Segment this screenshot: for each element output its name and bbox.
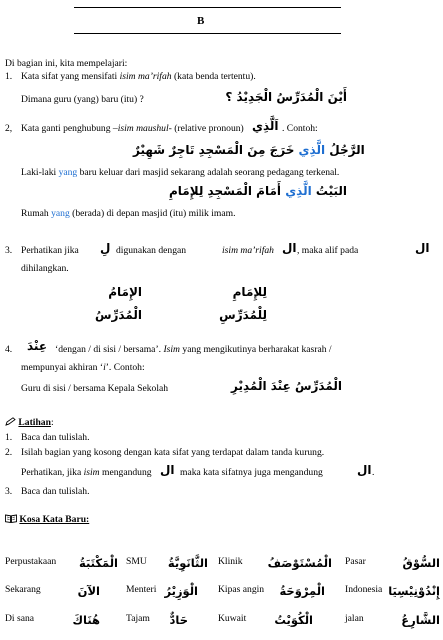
item4-line-2: mempunyai akhiran ‘i’. Contoh: [21,362,145,373]
latihan-item-1-number: 1. [5,432,13,443]
kosakata-heading: Kosa Kata Baru: [5,514,89,525]
latihan-note-al-2: ال [357,463,372,477]
item3-example-left-1: الإِمَامُ [108,285,142,299]
latihan-heading: Latihan: [5,417,54,428]
vocab-arabic: الثَّانَوِيَّةُ [167,556,208,570]
item3-example-right-1: لِلإِمَامِ [232,285,267,299]
vocab-latin: SMU [126,556,147,567]
vocab-latin: Perpustakaan [5,556,57,567]
book-icon [5,514,17,523]
latihan-item-1: Baca dan tulislah. [21,432,90,443]
item3-al-1: ال [282,241,297,255]
vocab-arabic: حَادٌّ [169,613,188,627]
vocab-latin: Sekarang [5,584,41,595]
item3-text-3: , maka alif pada [297,245,359,256]
latihan-item-3: Baca dan tulislah. [21,486,90,497]
latihan-note-al-1: ال [160,463,175,477]
item3-number: 3. [5,245,13,256]
example2-translation: Rumah yang (berada) di depan masjid (itu) milik imam. [21,208,236,219]
vocab-arabic: الْكُوَيْتُ [274,613,313,627]
item1-question-arabic: أَيْنَ الْمُدَرِّسُ الْجَدِيْدُ ؟ [225,90,347,104]
item4-line-1: ‘dengan / di sisi / bersama’. Isim yang mengikutinya berharakat kasrah / [55,344,332,355]
item3-example-left-2: الْمُدَرِّسُ [94,308,142,322]
item4-inda: عِنْدَ [27,339,48,353]
vocab-arabic: الْمِرْوَحَةُ [279,584,325,598]
item2-alladzi: اَلَّذِي [252,119,279,133]
vocab-latin: Tajam [126,613,150,624]
item1-number: 1. [5,71,13,82]
section-title: B [197,15,205,27]
intro-text: Di bagian ini, kita mempelajari: [5,58,128,69]
item3-al-2: ال [415,241,430,255]
item2-number: 2, [5,123,13,134]
vocab-arabic: الشَّارِعُ [401,613,440,627]
vocab-arabic: الآنَ [77,584,100,598]
vocab-latin: jalan [345,613,364,624]
latihan-item-2-number: 2. [5,447,13,458]
item4-example-latin: Guru di sisi / bersama Kepala Sekolah [21,383,169,394]
item3-example-right-2: لِلْمُدَرِّسِ [219,308,267,322]
item4-example-arabic: الْمُدَرِّسُ عِنْدَ الْمُدِيْرِ [231,379,343,393]
item1-question: Dimana guru (yang) baru (itu) ? [21,94,144,105]
item3-text-1: Perhatikan jika [21,245,79,256]
item2-contoh: . Contoh: [282,123,318,134]
item3-lam: لِ [100,241,111,255]
vocab-latin: Kipas angin [218,584,265,595]
vocab-arabic: السُّوْقُ [402,556,440,570]
top-rule [74,7,341,8]
vocab-arabic: الْمَكْتَبَةُ [78,556,118,570]
latihan-note-text: maka kata sifatnya juga mengandung [180,467,323,478]
item3-term: isim ma’rifah [222,245,274,256]
example1-translation: Laki-laki yang baru keluar dari masjid sekarang adalah seorang pedagang terkenal. [21,167,340,178]
vocab-latin: Indonesia [345,584,383,595]
vocab-arabic: هُنَاكَ [72,613,100,627]
vocab-latin: Pasar [345,556,366,567]
item3-line-2: dihilangkan. [21,263,69,274]
vocab-latin: Di sana [5,613,35,624]
latihan-item-3-number: 3. [5,486,13,497]
vocab-arabic: الْوَزِيْرُ [164,584,198,598]
item4-number: 4. [5,344,13,355]
item3-text-2: digunakan dengan [116,245,187,256]
vocab-arabic: الْمُسْتَوْصَفُ [267,556,332,570]
bottom-rule [74,33,341,34]
vocab-latin: Kuwait [218,613,247,624]
vocab-arabic: إِنْدُوْنِيْسِيَا [388,584,440,598]
item1-line: Kata sifat yang mensifati isim ma’rifah (kata benda tertentu). [21,71,256,82]
pencil-icon [5,417,16,426]
example2-arabic: البَيْتُ الَّذِي أَمَامَ الْمَسْجِدِ لِلإِمَامِ [169,184,348,198]
latihan-note: Perhatikan, jika isim mengandung [21,467,152,478]
latihan-item-2: Isilah bagian yang kosong dengan kata sifat yang terdapat dalam tanda kurung. [21,447,325,458]
latihan-note-end: . [372,467,375,478]
vocab-latin: Klinik [218,556,243,567]
example1-arabic: الرَّجُلُ الَّذِي خَرَجَ مِنَ الْمَسْجِدِ تَاجِرٌ شَهِيْرٌ [133,143,365,157]
item2-line: Kata ganti penghubung –isim maushul- (relative pronoun) [21,123,244,134]
vocab-latin: Menteri [126,584,157,595]
